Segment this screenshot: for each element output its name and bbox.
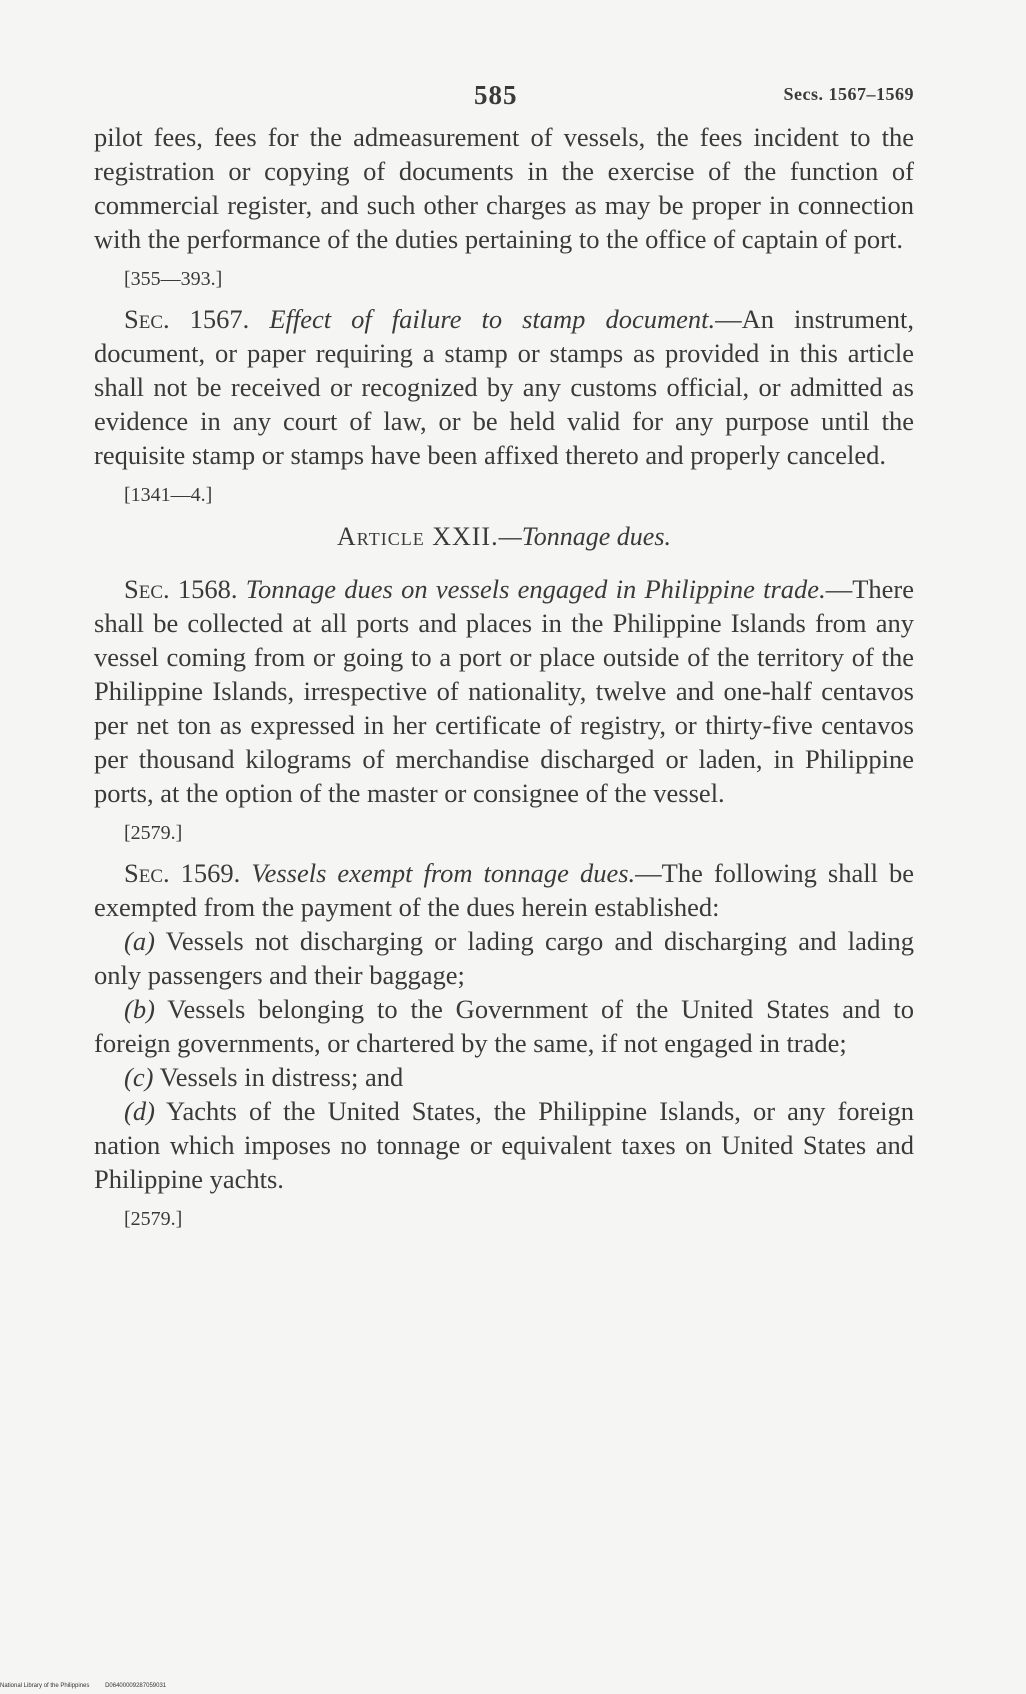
section-label: Sec. 1567. [124, 304, 250, 334]
section-text: —There shall be collected at all ports and places in the Philippine Islands from any vessel coming from or going to a port or place outside of the territory of the Philippine Islands, irrespective of nationality, twelve and one-half centavos per net ton as expressed in her certificate of registry, or thirty-five centavos per thousand kilograms of merchandise discharged or laden, in Philippine ports, at the option of the master or consignee of the vessel. [94, 574, 914, 808]
item-letter: (c) [124, 1062, 154, 1092]
list-item [94, 1060, 914, 1094]
item-letter: (d) [124, 1096, 155, 1126]
section-label: Sec. 1568. [124, 574, 238, 604]
source-reference: [1341—4.] [124, 484, 213, 506]
item-letter: (a) [124, 926, 155, 956]
section-caption: Tonnage dues on vessels engaged in Philippine trade. [245, 574, 826, 604]
section-text: —An instrument, document, or paper requiring a stamp or stamps as provided in this article shall not be received or recognized by any customs official, or admitted as evidence in any court of law, or be held valid for any purpose until the requisite stamp or stamps have been affixed thereto and properly canceled. [94, 304, 914, 470]
section-caption: Effect of failure to stamp document. [269, 304, 716, 334]
section-1567 [94, 302, 914, 472]
article-label: Article XXII. [337, 522, 499, 551]
continued-paragraph: pilot fees, fees for the admeasurement of vessels, the fees incident to the registration or copying of documents in the exercise of the function of commercial register, and such other charges as may be proper in connection with the performance of the duties pertaining to the office of captain of port. [94, 122, 914, 254]
item-text: Vessels belonging to the Government of the United States and to foreign governments, or chartered by the same, if not engaged in trade; [94, 994, 914, 1058]
library-credit: National Library of the Philippines [0, 1683, 90, 1689]
page-content [94, 74, 914, 1242]
scan-code: D06400009287059031 [105, 1683, 167, 1689]
article-title: —Tonnage dues. [498, 522, 671, 551]
section-range: Secs. 1567–1569 [783, 84, 914, 104]
scan-footer [0, 1683, 300, 1689]
source-reference: [355—393.] [124, 268, 223, 290]
section-1568 [94, 572, 914, 810]
list-item [94, 924, 914, 992]
item-text: Yachts of the United States, the Philippine Islands, or any foreign nation which imposes no tonnage or equivalent taxes on United States and Philippine yachts. [94, 1096, 914, 1194]
article-heading [94, 520, 914, 554]
item-letter: (b) [124, 994, 155, 1024]
section-text: —The following shall be exempted from the payment of the dues herein established: [94, 858, 914, 922]
source-reference: [2579.] [124, 1208, 183, 1230]
list-item [94, 1094, 914, 1196]
list-item [94, 992, 914, 1060]
source-reference: [2579.] [124, 822, 183, 844]
section-1569 [94, 856, 914, 924]
section-label: Sec. 1569. [124, 858, 241, 888]
item-text: Vessels in distress; and [153, 1062, 404, 1092]
running-header [94, 74, 914, 120]
section-caption: Vessels exempt from tonnage dues. [251, 858, 636, 888]
page-number: 585 [474, 80, 518, 110]
item-text: Vessels not discharging or lading cargo and discharging and lading only passengers and their baggage; [94, 926, 914, 990]
